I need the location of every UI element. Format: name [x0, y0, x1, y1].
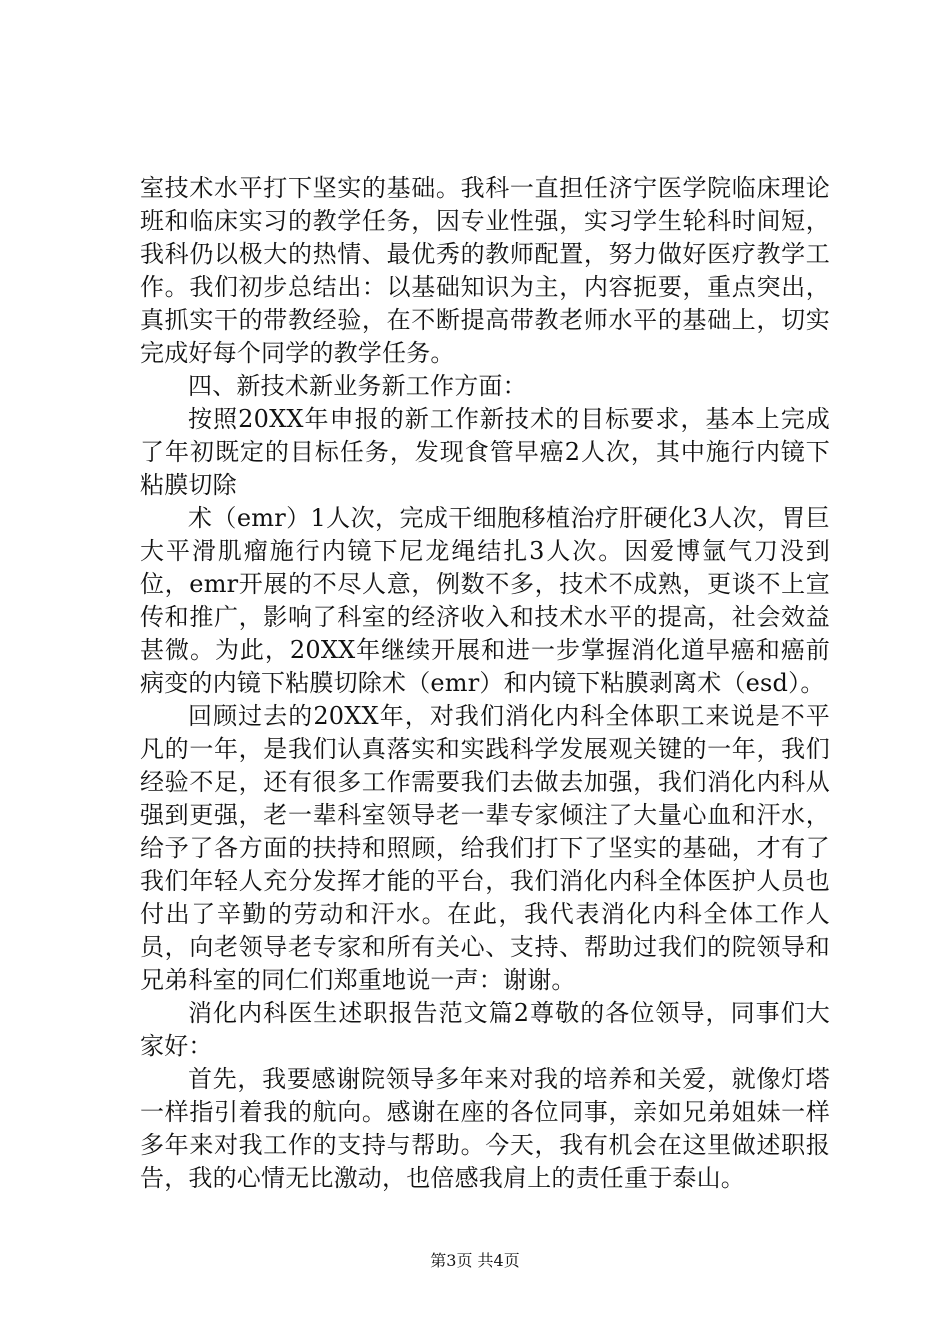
page-number-footer: 第3页 共4页 [430, 1251, 520, 1270]
paragraph: 消化内科医生述职报告范文篇2尊敬的各位领导，同事们大家好： [140, 999, 830, 1060]
document-body [140, 172, 830, 1195]
paragraph: 首先，我要感谢院领导多年来对我的培养和关爱，就像灯塔一样指引着我的航向。感谢在座的各位同事，亲如兄弟姐妹一样多年来对我工作的支持与帮助。今天，我有机会在这里做述职报告，我的心情无比激动，也倍感我肩上的责任重于泰山。 [140, 1065, 830, 1192]
paragraph: 回顾过去的20XX年，对我们消化内科全体职工来说是不平凡的一年，是我们认真落实和实践科学发展观关键的一年，我们经验不足，还有很多工作需要我们去做去加强，我们消化内科从强到更强，老一辈科室领导老一辈专家倾注了大量心血和汗水，给予了各方面的扶持和照顾，给我们打下了坚实的基础，才有了我们年轻人充分发挥才能的平台，我们消化内科全体医护人员也付出了辛勤的劳动和汗水。在此，我代表消化内科全体工作人员，向老领导老专家和所有关心、支持、帮助过我们的院领导和兄弟科室的同仁们郑重地说一声：谢谢。 [140, 702, 830, 994]
paragraph-continuation: 室技术水平打下坚实的基础。我科一直担任济宁医学院临床理论班和临床实习的教学任务，因专业性强，实习学生轮科时间短，我科仍以极大的热情、最优秀的教师配置，努力做好医疗教学工作。我们初步总结出：以基础知识为主，内容扼要，重点突出，真抓实干的带教经验，在不断提高带教老师水平的基础上，切实完成好每个同学的教学任务。 [140, 174, 830, 367]
section-heading: 四、新技术新业务新工作方面： [188, 372, 527, 400]
paragraph: 术（emr）1人次，完成干细胞移植治疗肝硬化3人次，胃巨大平滑肌瘤施行内镜下尼龙绳结扎3人次。因爱博氩气刀没到位，emr开展的不尽人意，例数不多，技术不成熟，更谈不上宣传和推广，影响了科室的经济收入和技术水平的提高，社会效益甚微。为此，20XX年继续开展和进一步掌握消化道早癌和癌前病变的内镜下粘膜切除术（emr）和内镜下粘膜剥离术（esd）。 [140, 504, 830, 697]
paragraph: 按照20XX年申报的新工作新技术的目标要求，基本上完成了年初既定的目标任务，发现食管早癌2人次，其中施行内镜下粘膜切除 [140, 405, 830, 499]
